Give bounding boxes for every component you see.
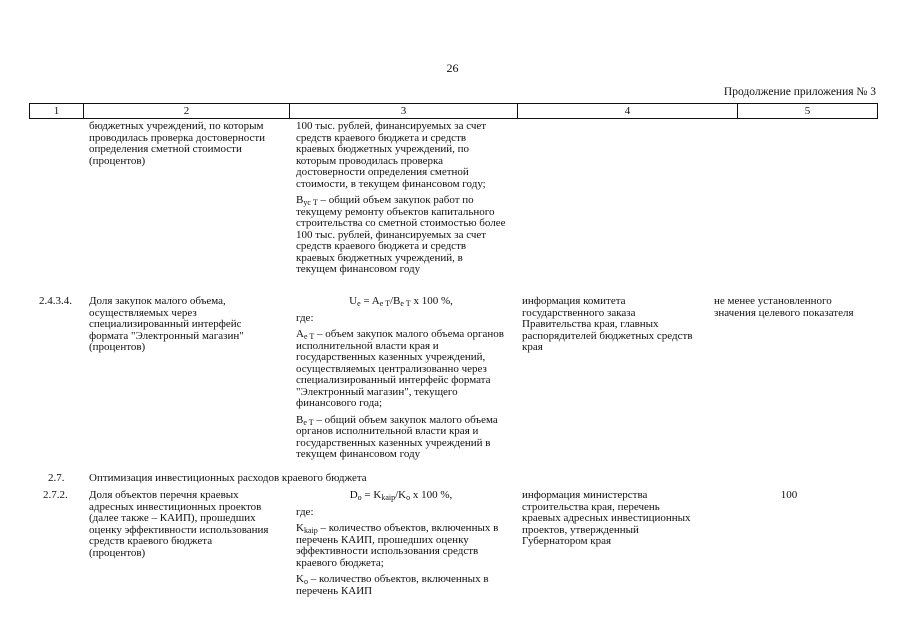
formula-subscript: o	[406, 493, 411, 502]
symbol: K	[296, 573, 304, 585]
symbol: A	[296, 328, 304, 340]
symbol-subscript: e T	[303, 417, 314, 427]
formula-part: /K	[395, 489, 407, 501]
row2-number: 2.7.	[48, 472, 65, 484]
row3-description: Доля объектов перечня краевых адресных инвестиционных проектов (далее также – КАИП), прошедших оценку эффективности использования средств краевого бюджета (процентов)	[89, 489, 269, 559]
row1-note-2	[296, 415, 506, 461]
header-col-3: 3	[290, 104, 518, 118]
row1-source: информация комитета государственного заказа Правительства края, главных распорядителей бюджетных средств края	[522, 295, 693, 353]
symbol: B	[296, 413, 304, 426]
row1-formula-block	[296, 296, 506, 466]
page-number: 26	[446, 61, 459, 75]
row1-where: где:	[296, 311, 314, 324]
formula-part: x 100 %,	[410, 295, 453, 307]
note-text: – количество объектов, включенных в перечень КАИП, прошедших оценку эффективности использования средств краевого бюджета;	[296, 522, 499, 569]
symbol-subscript: ус Т	[303, 198, 318, 207]
formula-subscript: o	[357, 493, 362, 502]
formula-subscript: e T	[400, 299, 411, 308]
symbol-subscript: o	[303, 577, 308, 586]
continuation-label: Продолжение приложения № 3	[723, 86, 876, 98]
row3-formula-block	[296, 490, 506, 602]
row0-description: бюджетных учреждений, по которым проводилась проверка достоверности определения сметной стоимости (процентов)	[89, 120, 266, 167]
row1-description: Доля закупок малого объема, осуществляемых через специализированный интерфейс формата "Электронный магазин" (процентов)	[89, 295, 244, 353]
symbol-subscript: kaip	[303, 526, 318, 535]
formula-subscript: kaip	[381, 493, 396, 502]
header-col-5: 5	[804, 105, 811, 117]
header-col-2: 2	[84, 104, 290, 118]
formula-part: = A	[360, 295, 380, 307]
note-text: – общий объем закупок работ по текущему ремонту объектов капитального строительства со сметной стоимостью более 100 тыс. рублей, финансируемых за счет средств краевого бюджета и средств краевых бюджетных учреждений, в текущем финансовом году	[296, 194, 506, 275]
row1-target-value: не менее установленного значения целевого показателя	[714, 295, 854, 319]
formula-subscript: e	[357, 299, 361, 308]
row1-number: 2.4.3.4.	[39, 295, 72, 307]
formula-subscript: e T	[379, 299, 390, 308]
row0-formula-notes	[296, 121, 506, 281]
formula-part: x 100 %,	[410, 489, 453, 501]
note-text: – объем закупок малого объема органов исполнительной власти края и государственных казенных учреждений, осуществляемых централизованно через специализированный интерфейс формата "Электронный магазин", текущего финансового года;	[296, 328, 504, 409]
row3-source: информация министерства строительства края, перечень краевых адресных инвестиционных проектов, утвержденный Губернатором края	[522, 489, 691, 547]
formula-part: /B	[389, 295, 401, 307]
row3-number: 2.7.2.	[43, 489, 68, 501]
formula-part: = K	[361, 489, 382, 501]
formula-part: D	[349, 489, 358, 501]
row0-note-2	[296, 195, 506, 276]
row3-note-1	[296, 523, 506, 569]
symbol: В	[296, 194, 304, 206]
note-text: – количество объектов, включенных в перечень КАИП	[296, 573, 489, 597]
formula-part: U	[349, 295, 358, 307]
row3-note-2	[296, 574, 506, 597]
table-header	[29, 103, 878, 119]
symbol-subscript: e T	[303, 332, 315, 341]
symbol: K	[296, 522, 304, 534]
header-col-4: 4	[518, 104, 738, 118]
row3-target-value: 100	[780, 489, 798, 501]
row3-formula	[296, 490, 506, 502]
row0-note-1: 100 тыс. рублей, финансируемых за счет средств краевого бюджета и средств краевых бюджетных учреждений, по которым проводилась проверка достоверности определения сметной стоимости, в текущем финансовом году;	[296, 120, 487, 190]
row3-where: где:	[296, 505, 314, 518]
row1-formula	[296, 296, 506, 308]
row1-note-1	[296, 329, 506, 410]
header-col-1: 1	[30, 104, 84, 118]
note-text: – общий объем закупок малого объема органов исполнительной власти края и государственных казенных учреждений в текущем финансовом году	[296, 413, 498, 460]
row2-title: Оптимизация инвестиционных расходов краевого бюджета	[89, 472, 367, 484]
